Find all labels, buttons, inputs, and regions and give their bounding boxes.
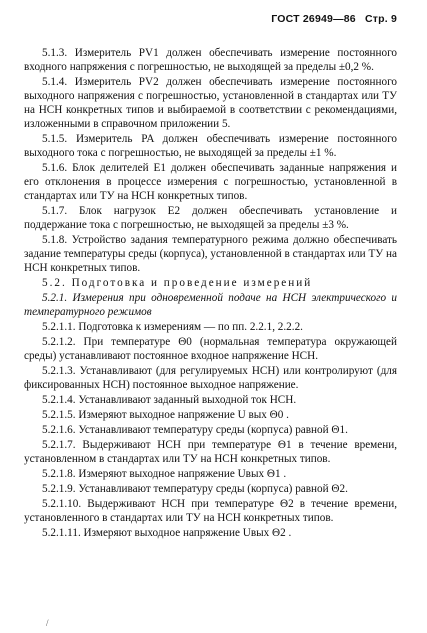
clause-5-1-8: 5.1.8. Устройство задания температурного режима должно обеспечивать задание температуры среды (корпуса), установленной в стандартах или ТУ на НСН конкретных типов. bbox=[24, 234, 397, 274]
page-header bbox=[265, 13, 397, 25]
standard-number: ГОСТ 26949—86 bbox=[271, 13, 356, 25]
clause-5-1-3: 5.1.3. Измеритель PV1 должен обеспечивать измерение постоянного входного напряжения с погрешностью, не выходящей за пределы ±0,2 %. bbox=[24, 47, 397, 73]
margin-mark: / bbox=[46, 618, 49, 628]
clause-5-1-4: 5.1.4. Измеритель PV2 должен обеспечивать измерение постоянного выходного напряжения с погрешностью, установленной в стандартах или ТУ на НСН конкретных типов и выбираемой в соответствии с рекомендациями, изложенными в справочном приложении 5. bbox=[24, 76, 397, 130]
clause-5-2-1-5: 5.2.1.5. Измеряют выходное напряжение U вых Θ0 . bbox=[42, 409, 289, 421]
clause-5-1-5: 5.1.5. Измеритель PA должен обеспечивать измерение постоянного выходного тока с погрешностью, не выходящей за пределы ±1 %. bbox=[24, 133, 397, 159]
clause-5-2-1-2: 5.2.1.2. При температуре Θ0 (нормальная температура окружающей среды) устанавливают постоянное входное напряжение НСН. bbox=[24, 336, 397, 362]
clause-5-1-6: 5.1.6. Блок делителей E1 должен обеспечивать заданные напряжения и его отклонения в процессе измерения с погрешностью, установленной в стандартах или ТУ на НСН конкретных типов. bbox=[24, 162, 397, 202]
clause-5-2-1-8: 5.2.1.8. Измеряют выходное напряжение Uвых Θ1 . bbox=[42, 468, 287, 480]
clause-5-2-1-11: 5.2.1.11. Измеряют выходное напряжение Uвых Θ2 . bbox=[42, 527, 292, 539]
document-body bbox=[24, 46, 397, 540]
section-heading-5-2: 5.2. Подготовка и проведение измерений bbox=[42, 277, 313, 289]
clause-5-2-1-10: 5.2.1.10. Выдерживают НСН при температуре Θ2 в течение времени, установленного в стандартах или ТУ на НСН конкретных типов. bbox=[24, 498, 397, 524]
clause-5-2-1-7: 5.2.1.7. Выдерживают НСН при температуре Θ1 в течение времени, установленном в стандартах или ТУ на НСН конкретных типов. bbox=[24, 439, 397, 465]
clause-5-2-1-1: 5.2.1.1. Подготовка к измерениям — по пп. 2.2.1, 2.2.2. bbox=[42, 321, 303, 333]
clause-5-1-7: 5.1.7. Блок нагрузок E2 должен обеспечивать установление и поддержание тока с погрешностью, не выходящей за пределы ±3 %. bbox=[24, 205, 397, 231]
subsection-heading-5-2-1: 5.2.1. Измерения при одновременной подаче на НСН электрического и температурного режимов bbox=[24, 292, 397, 318]
clause-5-2-1-6: 5.2.1.6. Устанавливают температуру среды (корпуса) равной Θ1. bbox=[42, 424, 348, 436]
clause-5-2-1-9: 5.2.1.9. Устанавливают температуру среды (корпуса) равной Θ2. bbox=[42, 483, 348, 495]
page-number: Стр. 9 bbox=[364, 13, 397, 25]
clause-5-2-1-4: 5.2.1.4. Устанавливают заданный выходной ток НСН. bbox=[42, 394, 297, 406]
clause-5-2-1-3: 5.2.1.3. Устанавливают (для регулируемых НСН) или контролируют (для фиксированных НСН) постоянное выходное напряжение. bbox=[24, 365, 397, 391]
